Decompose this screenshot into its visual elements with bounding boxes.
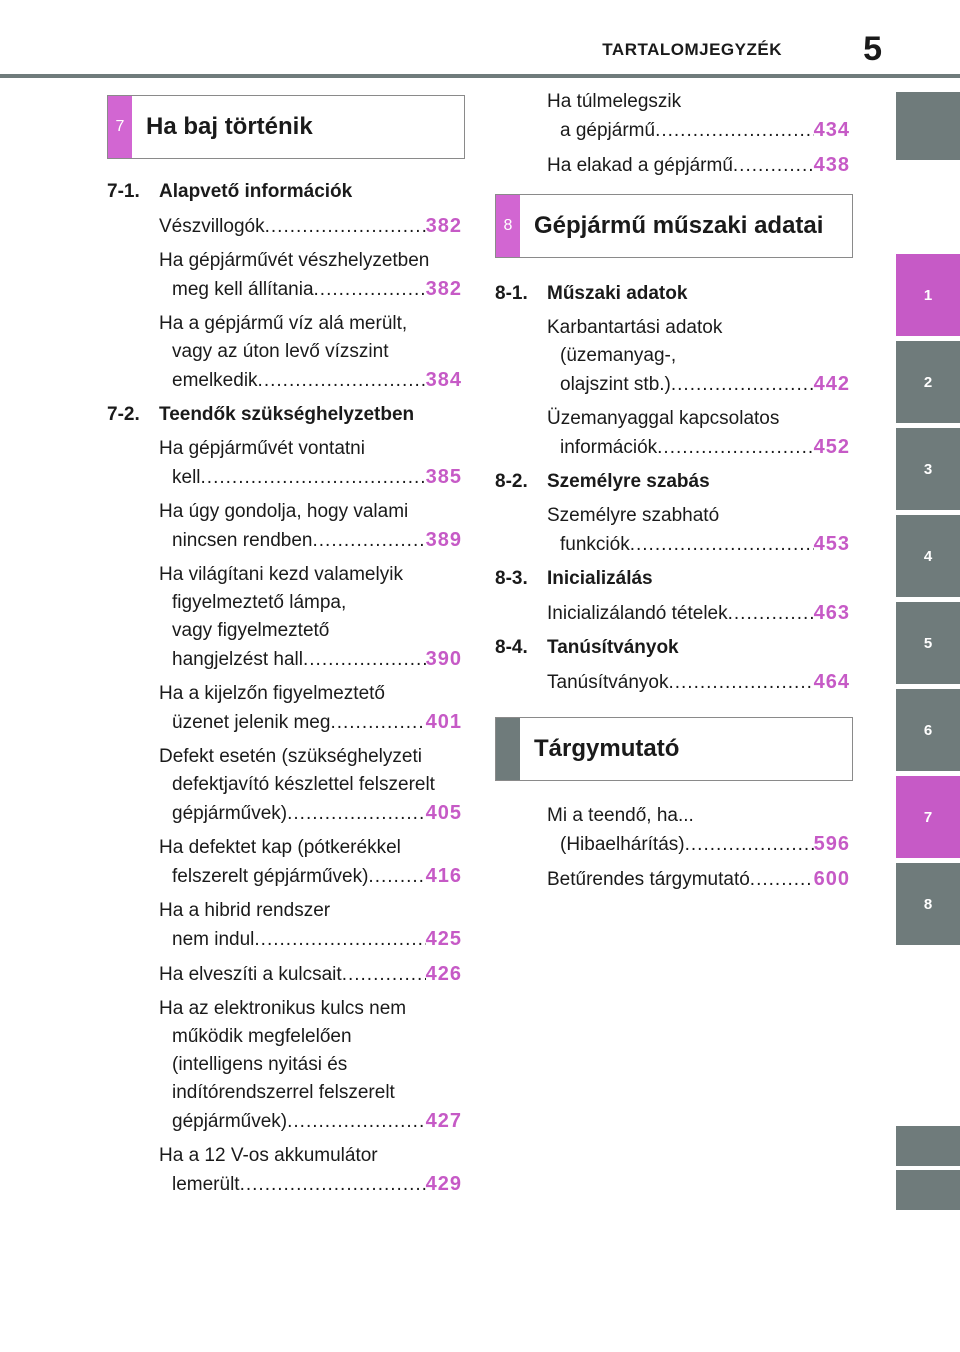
entry-text: (üzemanyag-, (560, 345, 677, 366)
chapter-tab-6[interactable]: 6 (896, 689, 960, 771)
section-title: Gépjármű műszaki adatai (534, 212, 824, 239)
page-link[interactable]: 453 (813, 533, 850, 555)
leader-dots (750, 866, 814, 894)
leader-dots (657, 434, 813, 462)
subsection-number: 8-1. (495, 283, 528, 304)
toc-entry[interactable] (107, 212, 462, 241)
section-title: Ha baj történik (146, 113, 313, 140)
subsection-title: Teendők szükséghelyzetben (159, 404, 415, 425)
toc-entry[interactable] (107, 310, 462, 395)
leader-dots (671, 371, 814, 399)
leader-dots (685, 831, 814, 859)
entry-text: funkciók (560, 534, 630, 555)
entry-text: felszerelt gépjárművek) (172, 866, 369, 887)
leader-dots (287, 800, 426, 828)
header-rule (0, 74, 960, 78)
leader-dots (258, 367, 426, 395)
leader-dots (303, 646, 426, 674)
page-link[interactable]: 425 (425, 928, 462, 950)
leader-dots (313, 527, 426, 555)
leader-dots (287, 1108, 426, 1136)
page-number: 5 (863, 30, 882, 68)
page-link[interactable]: 452 (813, 436, 850, 458)
subsection-8-3 (495, 565, 850, 593)
toc-entry[interactable] (107, 680, 462, 737)
leader-dots (668, 669, 813, 697)
page-link[interactable]: 426 (425, 963, 462, 985)
leader-dots (630, 531, 814, 559)
toc-entry[interactable] (495, 668, 850, 697)
leader-dots (342, 961, 426, 989)
toc-entry[interactable] (107, 897, 462, 954)
toc-entry[interactable] (495, 405, 850, 462)
entry-text: üzenet jelenik meg (172, 712, 331, 733)
page-link[interactable]: 463 (813, 602, 850, 624)
page-link[interactable]: 390 (425, 648, 462, 670)
entry-text: nincsen rendben (172, 530, 313, 551)
entry-text: Mi a teendő, ha... (547, 805, 694, 826)
entry-text: kell (172, 467, 201, 488)
subsection-number: 7-2. (107, 404, 140, 425)
right-column-bottom (495, 796, 850, 894)
toc-entry[interactable] (107, 247, 462, 304)
entry-text: Betűrendes tárgymutató (547, 869, 750, 890)
subsection-7-1 (107, 178, 462, 206)
section-number: 7 (108, 96, 132, 158)
entry-text: vagy figyelmeztető (172, 620, 330, 641)
chapter-tab-blank-b[interactable] (896, 1170, 960, 1210)
chapter-tab-5[interactable]: 5 (896, 602, 960, 684)
toc-entry[interactable] (495, 502, 850, 559)
entry-text: Inicializálandó tételek (547, 603, 728, 624)
subsection-number: 8-4. (495, 637, 528, 658)
section-7-heading (107, 95, 465, 159)
entry-text: Defekt esetén (szükséghelyzeti (159, 746, 422, 767)
subsection-title: Személyre szabás (547, 471, 710, 492)
entry-text: gépjárművek) (172, 803, 288, 824)
section-number: 8 (496, 195, 520, 257)
entry-text: Ha túlmelegszik (547, 91, 682, 112)
page-link[interactable]: 438 (813, 154, 850, 176)
entry-text: Ha a 12 V-os akkumulátor (159, 1145, 378, 1166)
toc-entry[interactable] (107, 834, 462, 891)
page-link[interactable]: 596 (813, 833, 850, 855)
entry-text: Ha gépjárművét vontatni (159, 438, 365, 459)
section-title: Tárgymutató (534, 735, 680, 762)
chapter-tab-2[interactable]: 2 (896, 341, 960, 423)
toc-entry[interactable] (495, 802, 850, 859)
toc-entry[interactable] (495, 599, 850, 628)
toc-entry[interactable] (107, 995, 462, 1136)
subsection-7-2 (107, 401, 462, 429)
left-column (107, 178, 462, 1199)
leader-dots (201, 464, 426, 492)
entry-text: Karbantartási adatok (547, 317, 723, 338)
page-link[interactable]: 464 (813, 671, 850, 693)
section-8-heading (495, 194, 853, 258)
entry-text: Ha elakad a gépjármű (547, 155, 733, 176)
leader-dots (330, 709, 425, 737)
subsection-number: 8-3. (495, 568, 528, 589)
subsection-title: Inicializálás (547, 568, 653, 589)
leader-dots (728, 600, 814, 628)
chapter-tab-blank-top[interactable] (896, 92, 960, 160)
entry-text: indítórendszerrel felszerelt (172, 1082, 395, 1103)
page-link[interactable]: 434 (813, 119, 850, 141)
entry-text: Vészvillogók (159, 216, 265, 237)
entry-text: emelkedik (172, 370, 258, 391)
entry-text: Személyre szabható (547, 505, 720, 526)
page-link[interactable]: 429 (425, 1173, 462, 1195)
entry-text: nem indul (172, 929, 255, 950)
toc-entry[interactable] (107, 743, 462, 828)
leader-dots (368, 863, 425, 891)
entry-text: információk (560, 437, 658, 458)
page-link[interactable]: 416 (425, 865, 462, 887)
subsection-title: Műszaki adatok (547, 283, 688, 304)
toc-entry[interactable] (495, 151, 850, 180)
entry-text: lemerült (172, 1174, 240, 1195)
entry-text: működik megfelelően (172, 1026, 352, 1047)
toc-entry[interactable] (107, 1142, 462, 1199)
entry-text: (intelligens nyitási és (172, 1054, 348, 1075)
entry-text: olajszint stb.) (560, 374, 671, 395)
subsection-8-4 (495, 634, 850, 662)
leader-dots (254, 926, 425, 954)
page-link[interactable]: 385 (425, 466, 462, 488)
page-link[interactable]: 384 (425, 369, 462, 391)
subsection-8-2 (495, 468, 850, 496)
entry-text: Ha elveszíti a kulcsait (159, 964, 342, 985)
chapter-tab-blank-a[interactable] (896, 1126, 960, 1166)
toc-entry[interactable] (495, 865, 850, 894)
chapter-tab-4[interactable]: 4 (896, 515, 960, 597)
leader-dots (314, 276, 426, 304)
index-heading (495, 717, 853, 781)
page-link[interactable]: 382 (425, 215, 462, 237)
entry-text: gépjárművek) (172, 1111, 288, 1132)
entry-text: Ha világítani kezd valamelyik (159, 564, 403, 585)
leader-dots (733, 152, 814, 180)
page-link[interactable]: 600 (813, 868, 850, 890)
entry-text: Ha a gépjármű víz alá merült, (159, 313, 408, 334)
toc-entry[interactable] (495, 314, 850, 399)
leader-dots (265, 213, 426, 241)
entry-text: Ha az elektronikus kulcs nem (159, 998, 407, 1019)
toc-entry[interactable] (107, 960, 462, 989)
subsection-8-1 (495, 280, 850, 308)
leader-dots (655, 117, 814, 145)
entry-text: figyelmeztető lámpa, (172, 592, 347, 613)
chapter-tab-8[interactable]: 8 (896, 863, 960, 945)
chapter-tab-7[interactable]: 7 (896, 776, 960, 858)
subsection-number: 7-1. (107, 181, 140, 202)
section-marker (496, 718, 520, 780)
page-link[interactable]: 442 (813, 373, 850, 395)
entry-text: hangjelzést hall (172, 649, 303, 670)
chapter-tab-3[interactable]: 3 (896, 428, 960, 510)
toc-entry[interactable] (107, 561, 462, 674)
entry-text: Ha úgy gondolja, hogy valami (159, 501, 409, 522)
entry-text: Ha a hibrid rendszer (159, 900, 331, 921)
entry-text: Tanúsítványok (547, 672, 669, 693)
right-column-middle (495, 280, 850, 697)
entry-text: Ha a kijelzőn figyelmeztető (159, 683, 385, 704)
toc-entry[interactable] (107, 498, 462, 555)
entry-text: Üzemanyaggal kapcsolatos (547, 408, 780, 429)
page-link[interactable]: 389 (425, 529, 462, 551)
page-link[interactable]: 382 (425, 278, 462, 300)
entry-text: Ha gépjárművét vészhelyzetben (159, 250, 430, 271)
page-header-title: TARTALOMJEGYZÉK (602, 40, 782, 59)
entry-text: Ha defektet kap (pótkerékkel (159, 837, 401, 858)
subsection-number: 8-2. (495, 471, 528, 492)
toc-entry[interactable] (495, 88, 850, 145)
chapter-tab-1[interactable]: 1 (896, 254, 960, 336)
entry-text: defektjavító készlettel felszerelt (172, 774, 435, 795)
page-link[interactable]: 405 (425, 802, 462, 824)
entry-text: meg kell állítania (172, 279, 314, 300)
subsection-title: Tanúsítványok (547, 637, 679, 658)
right-column-top (495, 82, 850, 180)
toc-entry[interactable] (107, 435, 462, 492)
subsection-title: Alapvető információk (159, 181, 353, 202)
entry-text: (Hibaelhárítás) (560, 834, 685, 855)
page-link[interactable]: 427 (425, 1110, 462, 1132)
leader-dots (240, 1171, 426, 1199)
page-link[interactable]: 401 (425, 711, 462, 733)
entry-text: a gépjármű (560, 120, 656, 141)
entry-text: vagy az úton levő vízszint (172, 341, 389, 362)
